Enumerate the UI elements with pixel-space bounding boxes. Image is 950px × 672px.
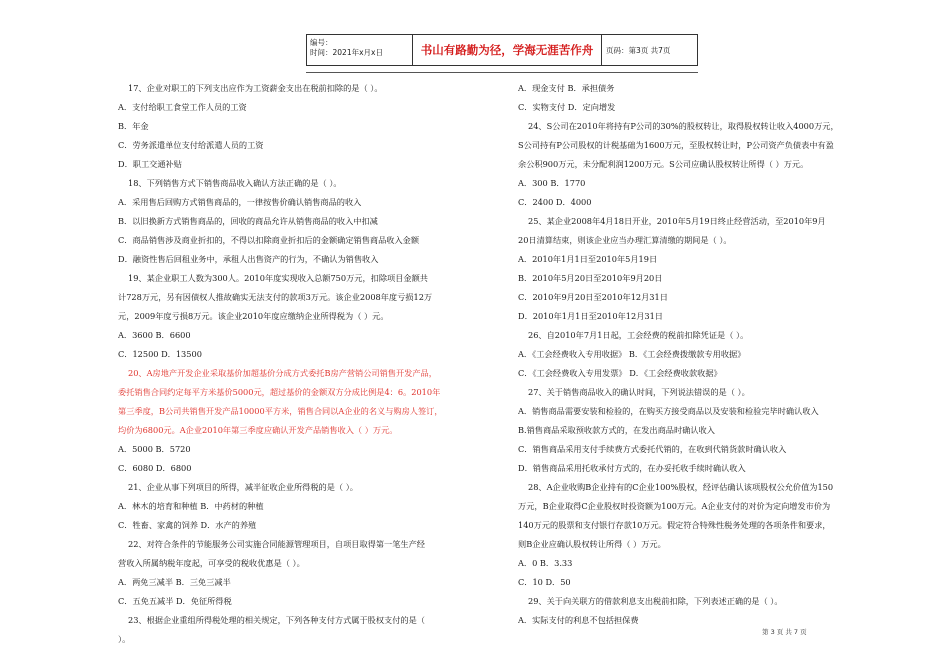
text-line: A．两免三减半 B．三免三减半 (118, 577, 231, 587)
header-table (306, 34, 698, 66)
text-line: B．以旧换新方式销售商品的，回收的商品允许从销售商品的收入中扣减 (118, 216, 378, 226)
text-line: ）。 (118, 634, 131, 644)
text-line: 元，2009年度亏损8万元。该企业2010年度应缴纳企业所得税为（ ）元。 (118, 311, 389, 321)
text-line: C．6080 D．6800 (118, 463, 192, 473)
text-line: A．现金支付 B．承担债务 (518, 83, 615, 93)
text-line: C．2010年9月20日至2010年12月31日 (518, 292, 668, 302)
text-line: A．采用售后回购方式销售商品的，一律按售价确认销售商品的收入 (118, 197, 362, 207)
text-line: 22、对符合条件的节能服务公司实施合同能源管理项目，自项目取得第一笔生产经 (128, 539, 425, 549)
text-line: 第三季度，B公司共销售开发产品10000平方米，销售合同以A企业的名义与购房人签订， (118, 406, 443, 416)
text-line: B.销售商品采取预收款方式的，在发出商品时确认收入 (518, 425, 715, 435)
text-line: 17、企业对职工的下列支出应作为工资薪金支出在税前扣除的是（ ）。 (128, 83, 383, 93)
text-line: 则B企业应确认股权转让所得（ ）万元。 (518, 539, 666, 549)
header-divider (306, 72, 698, 73)
text-line: 20日清算结束，则该企业应当办理汇算清缴的期间是（ ）。 (518, 235, 732, 245)
header-meta (307, 35, 413, 65)
text-line: 计728万元，另有因债权人推故确实无法支付的款项3万元。该企业2008年度亏损12万 (118, 292, 433, 302)
text-line: A．实际支付的利息不包括担保费 (518, 615, 639, 625)
text-line: 均价为6800元。A企业2010年第三季度应确认开发产品销售收入（ ）万元。 (118, 425, 398, 435)
text-line: A．林木的培育和种植 B．中药材的种植 (118, 501, 264, 511)
text-line: 26、自2010年7月1日起，工会经费的税前扣除凭证是（ ）。 (528, 330, 749, 340)
text-line: A．0 B．3.33 (518, 558, 573, 568)
left-column (118, 79, 503, 649)
text-line: C．实物支付 D．定向增发 (518, 102, 616, 112)
text-line: C．12500 D．13500 (118, 349, 202, 359)
text-line: B．2010年5月20日至2010年9月20日 (518, 273, 663, 283)
page-footer: 第 3 页 共 7 页 (762, 628, 807, 636)
text-line: D．销售商品采用托收承付方式的，在办妥托收手续时确认收入 (518, 463, 746, 473)
text-line: C．五免五减半 D．免征所得税 (118, 596, 232, 606)
text-line: C．牲畜、家禽的饲养 D．水产的养殖 (118, 520, 257, 530)
text-line: 18、下列销售方式下销售商品收入确认方法正确的是（ ）。 (128, 178, 342, 188)
text-line: S公司持有P公司股权的计税基础为1600万元，至股权转让时，P公司资产负债表中有盈 (518, 140, 834, 150)
text-line: 23、根据企业重组所得税处理的相关规定，下列各种支付方式属于股权支付的是（ (128, 615, 425, 625)
number-label: 编号： (310, 38, 333, 47)
text-line: A．2010年1月1日至2010年5月19日 (518, 254, 658, 264)
text-line: C．劳务派遣单位支付给派遣人员的工资 (118, 140, 264, 150)
text-line: 委托销售合同约定每平方米基价5000元，超过基价的金额双方分成比例是4：6。2010年 (118, 387, 441, 397)
text-line: C．销售商品采用支付手续费方式委托代销的，在收到代销货款时确认收入 (518, 444, 787, 454)
text-line: 21、企业从事下列项目的所得，减半征收企业所得税的是（ ）。 (128, 482, 358, 492)
text-line: C．《工会经费收入专用发票》 D．《工会经费收款收据》 (518, 368, 722, 378)
text-line: 19、某企业职工人数为300人。2010年度实现收入总额750万元，扣除项目金额共 (128, 273, 428, 283)
right-column (518, 79, 900, 630)
text-line: 29、关于向关联方的借款利息支出税前扣除，下列表述正确的是（ ）。 (528, 596, 783, 606)
text-line: 25、某企业2008年4月18日开业，2010年5月19日终止经营活动，至2010年9月 (528, 216, 826, 226)
text-line: A．《工会经费收入专用收据》 B．《工会经费拨缴款专用收据》 (518, 349, 746, 359)
text-line: A．5000 B．5720 (118, 444, 191, 454)
text-line: D．2010年1月1日至2010年12月31日 (518, 311, 663, 321)
header-motto: 书山有路勤为径，学海无涯苦作舟 (413, 35, 602, 65)
text-line: 20、A房地产开发企业采取基价加超基价分成方式委托B房产营销公司销售开发产品， (128, 368, 437, 378)
text-line: B．年金 (118, 121, 149, 131)
text-line: 140万元的股票和支付银行存款10万元。假定符合特殊性税务处理的各项条件和要求， (518, 520, 831, 530)
text-line: 营收入所属纳税年度起，可享受的税收优惠是（ ）。 (118, 558, 305, 568)
text-line: C．2400 D．4000 (518, 197, 592, 207)
text-line: A．300 B．1770 (518, 178, 586, 188)
text-line: A．支付给职工食堂工作人员的工资 (118, 102, 247, 112)
text-line: 24、S公司在2010年将持有P公司的30%的股权转让，取得股权转让收入4000万元， (528, 121, 839, 131)
time-label: 时间：2021年x月x日 (310, 48, 383, 57)
text-line: A．销售商品需要安装和检验的，在购买方接受商品以及安装和检验完毕时确认收入 (518, 406, 819, 416)
text-line: D．职工交通补贴 (118, 159, 182, 169)
text-line: C．商品销售涉及商业折扣的，不得以扣除商业折扣后的金额确定销售商品收入金额 (118, 235, 420, 245)
text-line: 余公积900万元，未分配利润1200万元。S公司应确认股权转让所得（ ）万元。 (518, 159, 809, 169)
text-line: 28、A企业收购B企业持有的C企业100%股权，经评估确认该项股权公允价值为150 (528, 482, 834, 492)
text-line: A．3600 B．6600 (118, 330, 191, 340)
header-page-label: 页码：第3页 共7页 (606, 45, 671, 55)
text-line: D．融资性售后回租业务中，承租人出售资产的行为，不确认为销售收入 (118, 254, 379, 264)
text-line: C．10 D．50 (518, 577, 571, 587)
text-line: 27、关于销售商品收入的确认时间，下列说法错误的是（ ）。 (528, 387, 750, 397)
text-line: 万元，B企业取得C企业股权时投资额为100万元。A企业支付的对价为定向增发市价为 (518, 501, 831, 511)
